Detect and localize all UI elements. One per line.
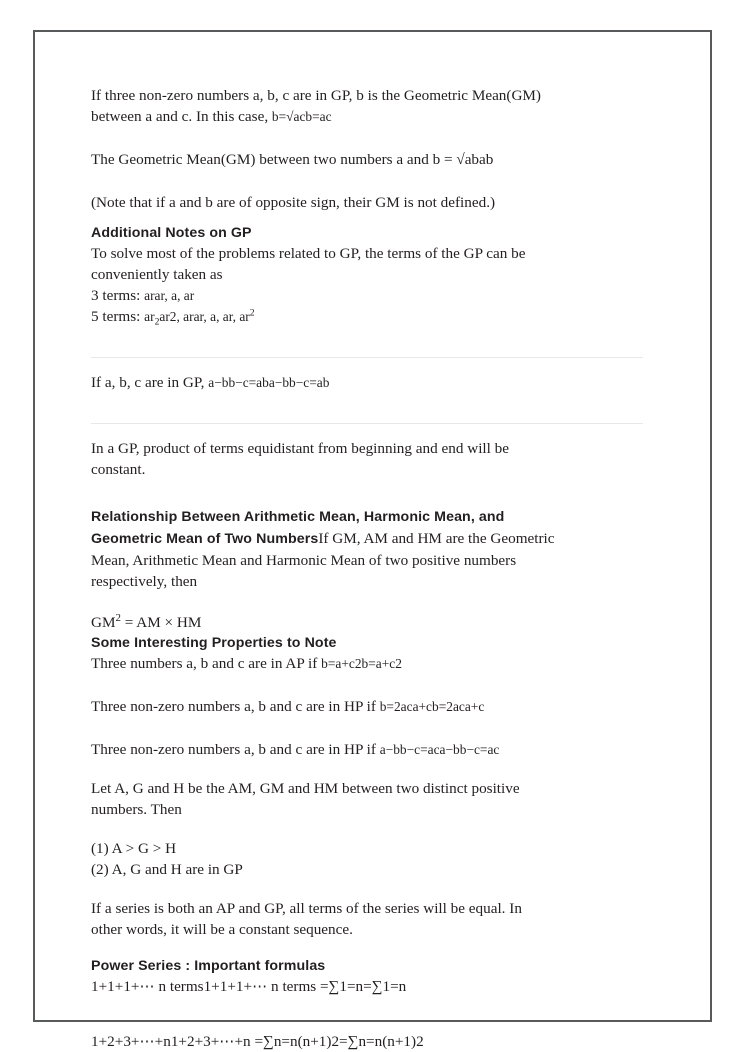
five-terms-superscript: 2 bbox=[249, 307, 255, 319]
spacer bbox=[91, 327, 643, 357]
spacer bbox=[91, 480, 643, 506]
formula-gm-squared bbox=[91, 612, 643, 633]
gm-two-numbers-prefix: The Geometric Mean(GM) between two numbers a and b = bbox=[91, 151, 457, 168]
formula-power-series-1 bbox=[91, 976, 643, 997]
hp-property-2-prefix: Three non-zero numbers a, b and c are in HP if bbox=[91, 741, 380, 758]
hp-property-1-math: b=2aca+cb=2aca+c bbox=[379, 699, 485, 714]
document-content bbox=[91, 85, 643, 1052]
ap-gp-constant-line1: If a series is both an AP and GP, all terms of the series will be equal. In bbox=[91, 900, 522, 917]
gm-definition-line1: If three non-zero numbers a, b, c are in GP, b is the Geometric Mean(GM) bbox=[91, 87, 541, 104]
formula-power-series-2 bbox=[91, 1031, 643, 1052]
paragraph-gm-definition bbox=[91, 85, 643, 127]
three-terms-prefix: 3 terms: bbox=[91, 287, 145, 304]
relationship-body-line2: Mean, Arithmetic Mean and Harmonic Mean of two positive numbers bbox=[91, 552, 517, 569]
agh-list-item-2: (2) A, G and H are in GP bbox=[91, 861, 243, 878]
gp-equidistant-line2: constant. bbox=[91, 461, 146, 478]
heading-power-series: Power Series : Important formulas bbox=[91, 958, 326, 974]
gm-squared-a: GM bbox=[91, 614, 116, 631]
document-page bbox=[33, 30, 712, 1050]
ap-property-prefix: Three numbers a, b and c are in AP if bbox=[91, 655, 322, 672]
paragraph-am-hm-gm-relationship bbox=[91, 506, 643, 592]
power-series-1-math: 1+1+1+⋯ n terms1+1+1+⋯ n terms =∑1=n=∑1=n bbox=[91, 978, 407, 995]
spacer bbox=[91, 424, 643, 438]
three-terms-math: arar, a, ar bbox=[144, 288, 195, 303]
agh-list-item-1: (1) A > G > H bbox=[91, 840, 177, 857]
spacer bbox=[91, 717, 643, 739]
agh-means-line1: Let A, G and H be the AM, GM and HM between two distinct positive bbox=[91, 780, 520, 797]
gm-two-numbers-math: √abab bbox=[456, 151, 494, 168]
spacer bbox=[91, 170, 643, 192]
paragraph-agh-means bbox=[91, 778, 643, 820]
heading-interesting-properties: Some Interesting Properties to Note bbox=[91, 635, 337, 651]
gm-squared-superscript: 2 bbox=[115, 611, 121, 624]
five-terms-prefix: 5 terms: bbox=[91, 308, 145, 325]
gm-definition-math: b=√acb=ac bbox=[271, 109, 332, 124]
relationship-heading-line1: Relationship Between Arithmetic Mean, Harmonic Mean, and bbox=[91, 509, 505, 525]
five-terms-math-b: ar2, arar, a, ar, ar bbox=[159, 309, 250, 324]
paragraph-gm-note: (Note that if a and b are of opposite sign, their GM is not defined.) bbox=[91, 194, 496, 211]
spacer bbox=[91, 674, 643, 696]
spacer bbox=[91, 760, 643, 778]
heading-additional-notes: Additional Notes on GP bbox=[91, 225, 252, 241]
power-series-2-math: 1+2+3+⋯+n1+2+3+⋯+n =∑n=n(n+1)2=∑n=n(n+1)2 bbox=[91, 1033, 424, 1050]
five-terms-subscript: 2 bbox=[154, 316, 160, 328]
paragraph-gm-two-numbers bbox=[91, 149, 643, 170]
five-terms-math-a: ar bbox=[144, 309, 155, 324]
hp-property-1-prefix: Three non-zero numbers a, b and c are in HP if bbox=[91, 698, 380, 715]
relationship-body-run-on: If GM, AM and HM are the Geometric bbox=[318, 530, 555, 547]
ap-property-math: b=a+c2b=a+c2 bbox=[321, 656, 402, 671]
spacer bbox=[91, 358, 643, 372]
paragraph-additional-notes-body bbox=[91, 243, 643, 327]
agh-means-line2: numbers. Then bbox=[91, 801, 182, 818]
spacer bbox=[91, 880, 643, 898]
hp-property-2-math: a−bb−c=aca−bb−c=ac bbox=[379, 742, 500, 757]
spacer bbox=[91, 997, 643, 1031]
paragraph-hp-property-1 bbox=[91, 696, 643, 717]
paragraph-hp-property-2 bbox=[91, 739, 643, 760]
ap-gp-constant-line2: other words, it will be a constant sequence. bbox=[91, 921, 353, 938]
spacer bbox=[91, 940, 643, 956]
paragraph-gp-equidistant bbox=[91, 438, 643, 480]
gp-ratio-prefix: If a, b, c are in GP, bbox=[91, 374, 209, 391]
spacer bbox=[91, 820, 643, 838]
gp-ratio-math: a−bb−c=aba−bb−c=ab bbox=[208, 375, 330, 390]
relationship-body-line3: respectively, then bbox=[91, 573, 198, 590]
paragraph-ap-gp-constant bbox=[91, 898, 643, 940]
additional-notes-line1: To solve most of the problems related to GP, the terms of the GP can be bbox=[91, 245, 526, 262]
spacer bbox=[91, 127, 643, 149]
paragraph-gp-ratio-rule bbox=[91, 372, 643, 393]
paragraph-ap-property bbox=[91, 653, 643, 674]
relationship-heading-line2: Geometric Mean of Two Numbers bbox=[91, 531, 319, 547]
additional-notes-line2: conveniently taken as bbox=[91, 266, 223, 283]
spacer bbox=[91, 592, 643, 612]
gm-squared-b: = AM × HM bbox=[120, 614, 202, 631]
list-agh-properties bbox=[91, 838, 643, 880]
gm-definition-line2-prefix: between a and c. In this case, bbox=[91, 108, 272, 125]
spacer bbox=[91, 213, 643, 223]
spacer bbox=[91, 393, 643, 423]
five-terms-math bbox=[144, 307, 255, 328]
gp-equidistant-line1: In a GP, product of terms equidistant from beginning and end will be bbox=[91, 440, 509, 457]
